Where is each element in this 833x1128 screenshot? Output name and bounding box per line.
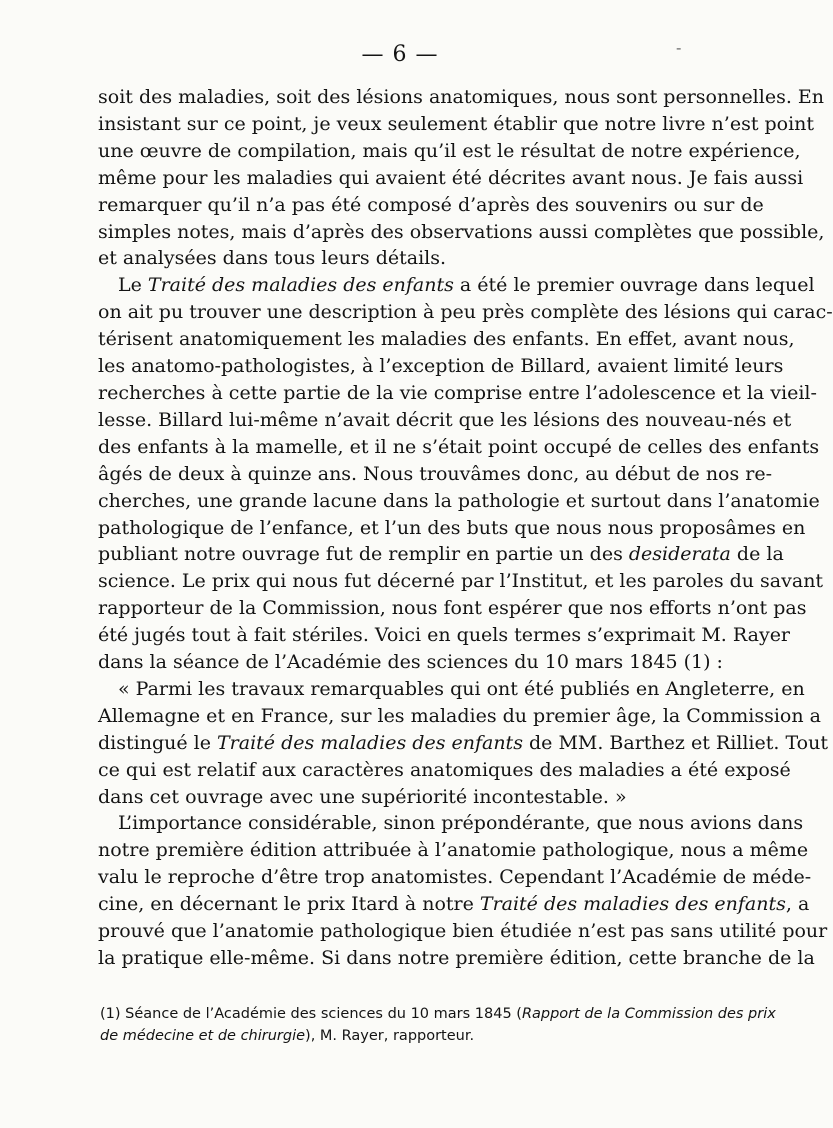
text-line: remarquer qu’il n’a pas été composé d’après des souvenirs ou sur de xyxy=(98,193,764,216)
text-line: distingué le Traité des maladies des enfants de MM. Barthez et Rilliet. Tout xyxy=(98,731,828,754)
text-line: rapporteur de la Commission, nous font espérer que nos efforts n’ont pas xyxy=(98,597,807,620)
text-line: et analysées dans tous leurs détails. xyxy=(98,247,447,270)
text-line: dans cet ouvrage avec une supériorité incontestable. » xyxy=(98,785,627,808)
text-line: prouvé que l’anatomie pathologique bien étudiée n’est pas sans utilité pour xyxy=(98,920,828,943)
text-line: « Parmi les travaux remarquables qui ont été publiés en Angleterre, en xyxy=(118,677,805,700)
corner-mark: - xyxy=(676,38,682,57)
italic-title: Traité des maladies des enfants xyxy=(216,731,523,754)
text-line: la pratique elle-même. Si dans notre première édition, cette branche de la xyxy=(98,947,815,969)
footnote xyxy=(100,1003,776,1047)
text-line: Le Traité des maladies des enfants a été le premier ouvrage dans lequel xyxy=(118,274,815,297)
text-line: les anatomo-pathologistes, à l’exception de Billard, avaient limité leurs xyxy=(98,355,784,378)
text-line: ce qui est relatif aux caractères anatomiques des maladies a été exposé xyxy=(98,758,791,781)
footnote-italic: Rapport de la Commission des prix xyxy=(521,1006,776,1022)
italic-title: desiderata xyxy=(628,543,731,566)
text-line: L’importance considérable, sinon prépondérante, que nous avions dans xyxy=(118,812,804,835)
text-line: térisent anatomiquement les maladies des enfants. En effet, avant nous, xyxy=(98,328,795,351)
text-line: recherches à cette partie de la vie comprise entre l’adolescence et la vieil- xyxy=(98,381,817,404)
text-line: simples notes, mais d’après des observations aussi complètes que possible, xyxy=(98,220,825,243)
footnote-italic: de médecine et de chirurgie xyxy=(100,1028,306,1044)
text-line: insistant sur ce point, je veux seulement établir que notre livre n’est point xyxy=(98,112,815,135)
footnote-line: de médecine et de chirurgie), M. Rayer, rapporteur. xyxy=(100,1028,475,1044)
text-line: lesse. Billard lui-même n’avait décrit que les lésions des nouveau-nés et xyxy=(98,408,792,431)
text-line: été jugés tout à fait stériles. Voici en quels termes s’exprimait M. Rayer xyxy=(98,624,791,647)
text-line: science. Le prix qui nous fut décerné par l’Institut, et les paroles du savant xyxy=(98,570,824,593)
text-line: cine, en décernant le prix Itard à notre Traité des maladies des enfants, a xyxy=(98,893,810,916)
text-line: dans la séance de l’Académie des sciences du 10 mars 1845 (1) : xyxy=(98,651,723,674)
text-line: âgés de deux à quinze ans. Nous trouvâmes donc, au début de nos re- xyxy=(98,462,773,485)
text-line: Allemagne et en France, sur les maladies du premier âge, la Commission a xyxy=(98,704,821,727)
italic-title: Traité des maladies des enfants xyxy=(479,893,786,916)
text-line: on ait pu trouver une description à peu près complète des lésions qui carac- xyxy=(98,301,833,324)
text-line: publiant notre ouvrage fut de remplir en partie un des desiderata de la xyxy=(98,543,784,566)
text-line: soit des maladies, soit des lésions anatomiques, nous sont personnelles. En xyxy=(98,86,825,108)
text-line: notre première édition attribuée à l’anatomie pathologique, nous a même xyxy=(98,839,809,862)
page-number: — 6 — xyxy=(361,42,439,67)
italic-title: Traité des maladies des enfants xyxy=(147,274,454,297)
text-line: cherches, une grande lacune dans la pathologie et surtout dans l’anatomie xyxy=(98,489,820,512)
text-line: des enfants à la mamelle, et il ne s’était point occupé de celles des enfants xyxy=(98,435,820,458)
text-line: une œuvre de compilation, mais qu’il est le résultat de notre expérience, xyxy=(98,139,801,162)
text-line: même pour les maladies qui avaient été décrites avant nous. Je fais aussi xyxy=(98,166,804,189)
footnote-line: (1) Séance de l’Académie des sciences du 10 mars 1845 (Rapport de la Commission des prix xyxy=(100,1006,776,1022)
text-line: valu le reproche d’être trop anatomistes. Cependant l’Académie de méde- xyxy=(98,866,812,889)
main-text xyxy=(98,84,833,972)
text-line: pathologique de l’enfance, et l’un des buts que nous nous proposâmes en xyxy=(98,516,806,539)
